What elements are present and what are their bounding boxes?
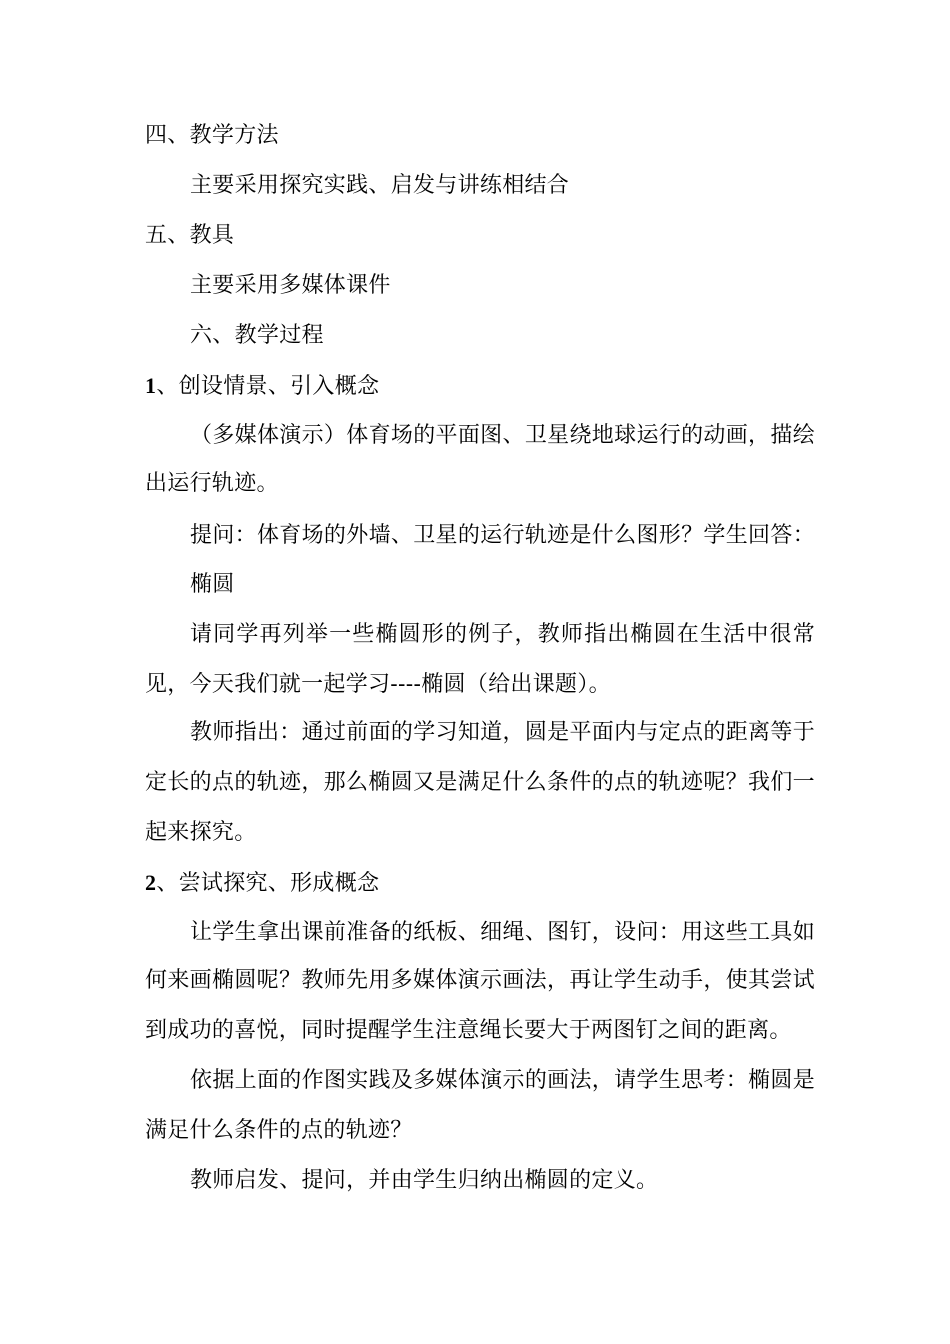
- paragraph-line: 到成功的喜悦，同时提醒学生注意绳长要大于两图钉之间的距离。: [145, 1018, 792, 1043]
- paragraph-line: 让学生拿出课前准备的纸板、细绳、图钉，设问：用这些工具如: [190, 920, 815, 945]
- paragraph-line: 请同学再列举一些椭圆形的例子，教师指出椭圆在生活中很常: [190, 622, 815, 647]
- paragraph-line: 定长的点的轨迹，那么椭圆又是满足什么条件的点的轨迹呢？我们一: [145, 770, 815, 795]
- paragraph-line: 满足什么条件的点的轨迹？: [145, 1118, 413, 1143]
- paragraph-line: 依据上面的作图实践及多媒体演示的画法，请学生思考：椭圆是: [190, 1068, 815, 1093]
- subsection-title: 、尝试探究、形成概念: [156, 871, 380, 896]
- paragraph-line: 何来画椭圆呢？教师先用多媒体演示画法，再让学生动手，使其尝试: [145, 968, 815, 993]
- paragraph-line: （多媒体演示）体育场的平面图、卫星绕地球运行的动画，描绘: [190, 423, 815, 448]
- paragraph-line: 椭圆: [190, 572, 235, 597]
- paragraph-line: 见，今天我们就一起学习----椭圆（给出课题）。: [145, 672, 611, 697]
- section-heading-teaching-methods: 四、教学方法: [145, 123, 279, 148]
- section-heading-teaching-process: 六、教学过程: [190, 323, 324, 348]
- paragraph-line: 主要采用探究实践、启发与讲练相结合: [190, 173, 570, 198]
- subsection-heading-2: [145, 868, 815, 899]
- subsection-number: 1: [145, 373, 157, 398]
- paragraph-line: 起来探究。: [145, 820, 257, 845]
- subsection-number: 2: [145, 870, 157, 895]
- paragraph-line: 出运行轨迹。: [145, 471, 279, 496]
- section-heading-teaching-aids: 五、教具: [145, 223, 235, 248]
- subsection-heading-1: [145, 371, 815, 402]
- paragraph-line: 提问：体育场的外墙、卫星的运行轨迹是什么图形？学生回答：: [190, 523, 815, 548]
- paragraph-line: 教师启发、提问，并由学生归纳出椭圆的定义。: [190, 1168, 659, 1193]
- subsection-title: 、创设情景、引入概念: [156, 374, 380, 399]
- paragraph-line: 主要采用多媒体课件: [190, 273, 391, 298]
- paragraph-line: 教师指出：通过前面的学习知道，圆是平面内与定点的距离等于: [190, 720, 815, 745]
